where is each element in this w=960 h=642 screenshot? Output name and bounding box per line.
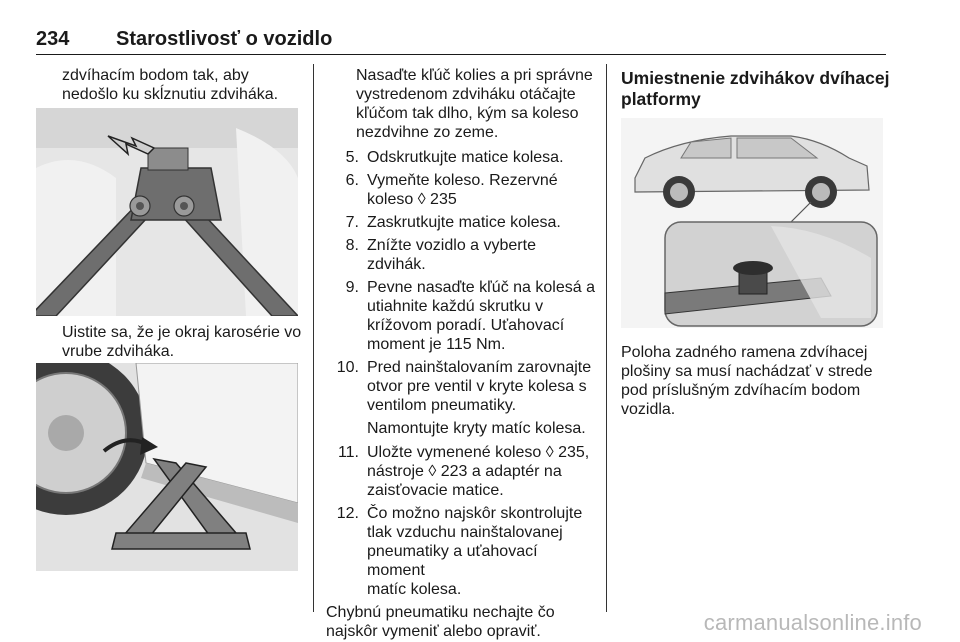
jack-under-sill-illustration xyxy=(36,363,298,571)
list-item-continuation: Namontujte kryty matíc kolesa. xyxy=(367,420,586,437)
list-item: 6. Vymeňte koleso. Rezervné koleso ◊ 235 xyxy=(345,172,558,208)
text-line: najskôr vymeniť alebo opraviť. xyxy=(326,623,541,640)
section-heading: Umiestnenie zdvihákov dvíhacej platformy xyxy=(621,68,890,109)
closing-paragraph xyxy=(326,603,596,641)
figure-caption xyxy=(621,343,891,419)
text-line: Poloha zadného ramena zdvíhacej xyxy=(621,344,868,361)
column-divider xyxy=(606,64,607,612)
text-line: zdvíhacím bodom tak, aby xyxy=(62,67,249,84)
list-item: 8. Znížte vozidlo a vyberte zdvihák. xyxy=(345,237,536,273)
watermark: carmanualsonline.info xyxy=(703,610,922,635)
text-line: vystredenom zdviháku otáčajte xyxy=(356,86,576,103)
list-item: 9. Pevne nasaďte kľúč na kolesá a utiahnite každú skrutku v krížovom poradí. Uťahovací moment je 115 Nm. xyxy=(345,279,595,353)
intro-paragraph xyxy=(326,66,596,142)
list-item: 11. Uložte vymenené koleso ◊ 235, nástroje ◊ 223 a adaptér na zaisťovacie matice. xyxy=(337,444,590,499)
list-item: 5. Odskrutkujte matice kolesa. xyxy=(345,149,564,166)
text-line: Chybnú pneumatiku nechajte čo xyxy=(326,604,555,621)
text-line: Nasaďte kľúč kolies a pri správne xyxy=(356,67,593,84)
text-line: plošiny sa musí nachádzať v strede xyxy=(621,363,873,380)
text-line: nedošlo ku skĺznutiu zdviháka. xyxy=(62,86,279,103)
left-column-top-text xyxy=(62,66,307,104)
text-line: vrube zdviháka. xyxy=(62,343,175,360)
list-item: 7. Zaskrutkujte matice kolesa. xyxy=(345,214,561,231)
middle-column-text xyxy=(326,66,596,641)
page-number: 234 xyxy=(36,28,70,50)
text-line: nezdvihne zo zeme. xyxy=(356,124,499,141)
list-item: 10. Pred nainštalovaním zarovnajte otvor pre ventil v kryte kolesa s ventilom pneumatiky. xyxy=(336,359,592,414)
text-line: vozidla. xyxy=(621,401,676,418)
text-line: kľúčom tak dlho, kým sa koleso xyxy=(356,105,579,122)
text-line: pod príslušným zdvíhacím bodom xyxy=(621,382,861,399)
page-header xyxy=(36,28,886,55)
page-title: Starostlivosť o vozidlo xyxy=(116,28,333,50)
column-divider xyxy=(313,64,314,612)
left-column-middle-text xyxy=(62,323,307,361)
lift-point-illustration xyxy=(621,118,883,328)
text-line: Uistite sa, že je okraj karosérie vo xyxy=(62,324,302,341)
jack-close-up-illustration xyxy=(36,108,298,316)
steps-list xyxy=(326,148,596,599)
list-item: 12. Čo možno najskôr skontrolujte tlak vzduchu nainštalovanej pneumatiky a uťahovací moment matíc kolesa. xyxy=(336,505,583,598)
